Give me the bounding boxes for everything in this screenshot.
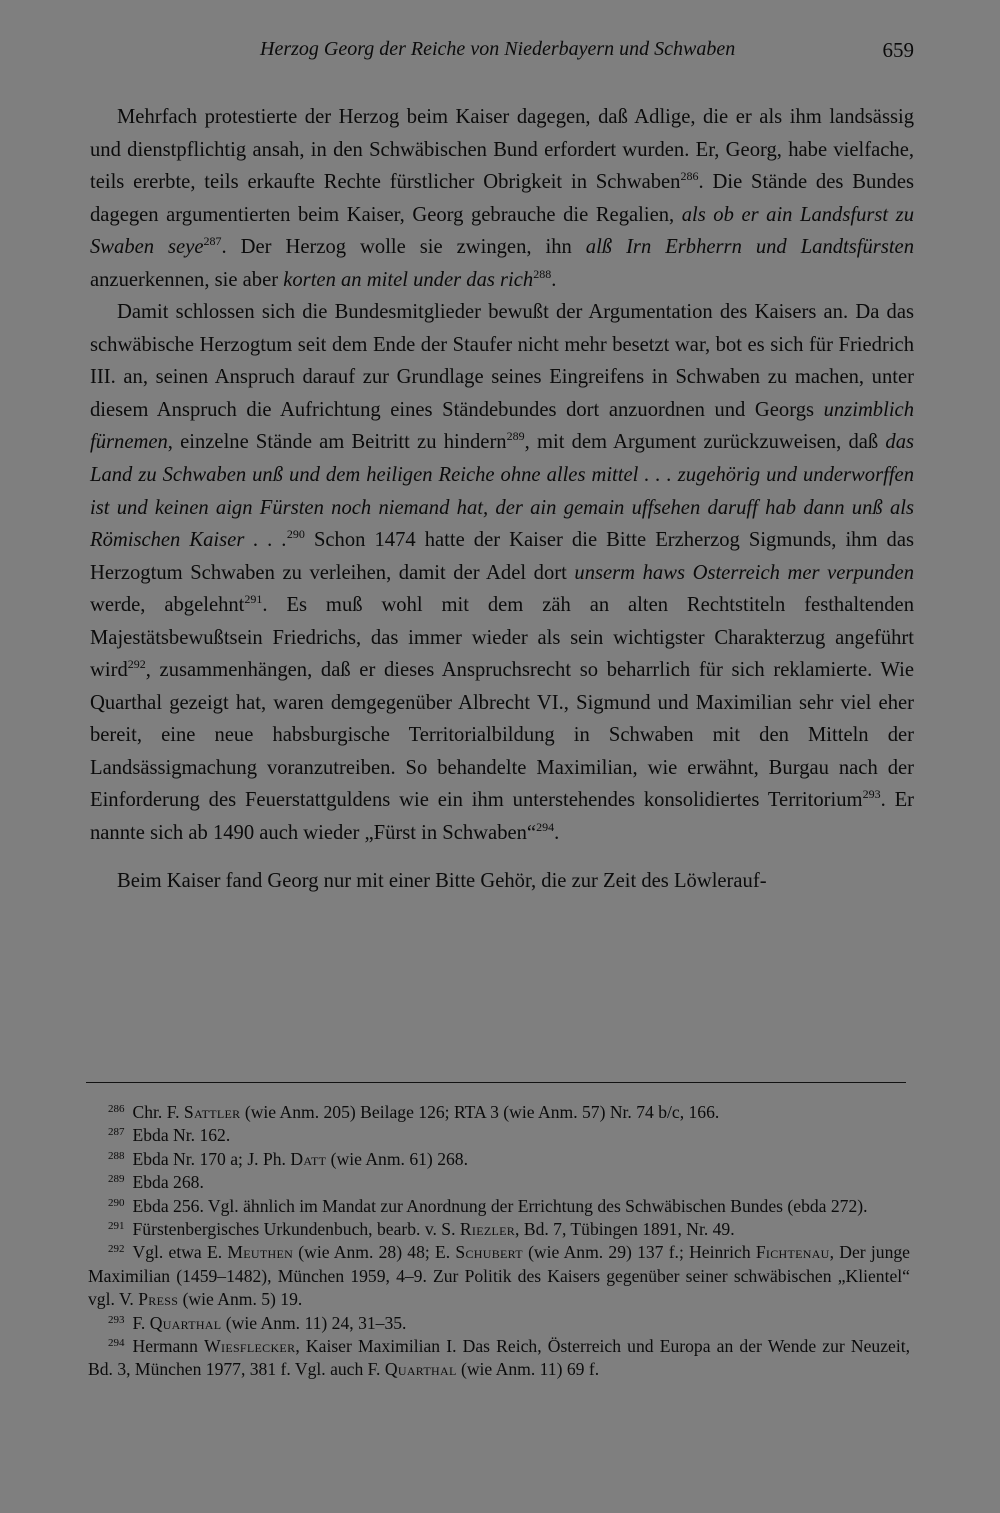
author-name: Wiesflecker (204, 1336, 296, 1357)
footnote-text: (wie Anm. 11) 24, 31–35. (221, 1312, 407, 1333)
text-run: . Der Herzog wolle sie zwingen, ihn (221, 236, 586, 259)
text-run: Damit schlossen sich die Bundesmitglieder bewußt der Argumentation des Kaisers an. Da das schwäbische Herzogtum seit dem Ende der Staufer nicht mehr besetzt war, bot es sich für Friedrich III. an, seinen Anspruch darauf zur Grundlage seines Eingreifens in Schwaben zu machen, unter diesem Anspruch die Aufrichtung eines Ständebundes dort anzuordnen und Georgs (90, 301, 914, 421)
text-run: , zusammenhängen, daß er dieses Anspruchsrecht so beharrlich für sich reklamierte. Wie Quarthal gezeigt hat, waren demgegenüber Albrecht VI., Sigmund und Maximilian sehr viel eher bereit, eine neue habsburgische Territorialbildung in Schwaben mit den Mitteln der Landsässigmachung voranzutreiben. So behandelte Maximilian, wie erwähnt, Burgau nach der Einforderung des Feuerstattguldens wie ein ihm unterstehendes konsolidiertes Territorium (90, 659, 914, 812)
footnote-ref-291: 291 (244, 592, 263, 607)
footnote-number: 289 (108, 1173, 125, 1186)
footnote-number: 290 (108, 1196, 125, 1209)
footnote-text: Ebda Nr. 170 a; J. Ph. (132, 1148, 291, 1169)
footnote-292 (88, 1241, 910, 1311)
paragraph-2 (90, 296, 914, 849)
footnote-text: Hermann (132, 1336, 205, 1357)
footnote-ref-286: 286 (680, 169, 699, 184)
quotation-italic: korten an mitel under das rich (283, 268, 534, 291)
running-title: Herzog Georg der Reiche von Niederbayern und Schwaben (260, 38, 736, 60)
footnote-text: , Kaiser Maximilian I. Das Reich, Österreich und Europa an der Wende zur Neuzeit, Bd. 3, München 1977, 381 f. Vgl. auch F. (88, 1336, 910, 1380)
footnote-294 (88, 1335, 910, 1382)
footnote-289 (88, 1171, 910, 1194)
author-name: Meuthen (227, 1242, 294, 1263)
footnote-ref-293: 293 (862, 787, 881, 802)
footnote-text: , Bd. 7, Tübingen 1891, Nr. 49. (515, 1219, 735, 1240)
text-run: , mit dem Argument zurückzuweisen, daß (524, 431, 886, 454)
footnote-text: Chr. F. (132, 1102, 184, 1122)
footnote-number: 293 (108, 1313, 125, 1326)
footnote-ref-290: 290 (286, 527, 305, 542)
footnote-286 (88, 1101, 910, 1124)
author-name: Datt (290, 1148, 327, 1169)
footnote-text: (wie Anm. 5) 19. (178, 1289, 303, 1310)
footnote-number: 286 (108, 1103, 125, 1115)
footnote-287 (88, 1124, 910, 1147)
text-run: . Es muß wohl mit dem zäh an alten Rechtstiteln festhaltenden Majestätsbewußtsein Friedrichs, das immer wieder als sein wichtigster Charakterzug angeführt wird (90, 594, 914, 682)
quotation-italic: alß Irn Erbherrn und Landtsfürsten (585, 236, 914, 259)
footnotes (88, 1101, 910, 1382)
footnote-text: Vgl. etwa E. (132, 1242, 228, 1263)
footnote-text: Ebda 256. Vgl. ähnlich im Mandat zur Anordnung der Errichtung des Schwäbischen Bundes (ebda 272). (132, 1195, 868, 1216)
page-number: 659 (882, 38, 914, 62)
author-name: Quarthal (384, 1359, 457, 1380)
footnote-text: (wie Anm. 11) 69 f. (456, 1359, 600, 1380)
footnote-separator (86, 1082, 906, 1083)
author-name: Quarthal (149, 1312, 222, 1333)
footnote-number: 291 (108, 1220, 125, 1233)
footnote-text: (wie Anm. 29) 137 f.; Heinrich (522, 1242, 756, 1263)
footnote-text: (wie Anm. 205) Beilage 126; RTA 3 (wie Anm. 57) Nr. 74 b/c, 166. (240, 1102, 720, 1122)
text-run: , einzelne Stände am Beitritt zu hindern (167, 431, 507, 454)
text-run: Beim Kaiser fand Georg nur mit einer Bitte Gehör, die zur Zeit des Löwlerauf- (117, 869, 767, 892)
text-run: anzuerkennen, sie aber (90, 268, 284, 291)
footnote-ref-287: 287 (203, 234, 222, 249)
footnote-text: (wie Anm. 61) 268. (326, 1148, 468, 1169)
author-name: Sattler (183, 1102, 241, 1122)
page-header (90, 38, 920, 68)
text-run: Schon 1474 hatte der Kaiser die Bitte Erzherzog Sigmunds, ihm das Herzogtum Schwaben zu verleihen, damit der Adel dort (90, 529, 914, 584)
text-run: . (554, 822, 560, 845)
footnote-text: Fürstenbergisches Urkundenbuch, bearb. v. S. (132, 1219, 460, 1240)
quotation-italic: unserm haws Osterreich mer verpunden (574, 561, 914, 584)
text-run: . (551, 268, 557, 291)
footnote-text: , Der junge Maximilian (1459–1482), München 1959, 4–9. Zur Politik des Kaisers gegenüber seiner schwäbischen „Klientel“ vgl. V. (88, 1242, 910, 1310)
quotation-italic: das Land zu Schwaben unß und dem heiligen Reiche ohne alles mittel . . . zugehörig und underworffen ist und keinen aign Fürsten noch niemand hat, der ain gemain uffsehen daruff hab dann unß als Römischen Kaiser . . . (90, 431, 914, 552)
footnote-number: 287 (108, 1126, 125, 1139)
author-name: Schubert (455, 1242, 523, 1263)
text-run: Mehrfach protestierte der Herzog beim Kaiser dagegen, daß Adlige, die er als ihm landsässig und dienstpflichtig ansah, in den Schwäbischen Bund erfordert wurden. Er, Georg, habe vielfache, teils ererbte, teils erkaufte Rechte fürstlicher Obrigkeit in Schwaben (90, 106, 914, 194)
footnote-text: F. (132, 1312, 150, 1333)
main-text (90, 101, 914, 897)
quotation-italic: als ob er ain Landsfurst zu Swaben seye (90, 203, 914, 259)
footnote-293 (88, 1312, 910, 1335)
footnote-number: 294 (108, 1337, 125, 1350)
footnote-number: 292 (108, 1243, 125, 1256)
author-name: Fichtenau (755, 1242, 830, 1263)
footnote-ref-288: 288 (533, 266, 552, 281)
text-run: werde, abgelehnt (90, 594, 245, 617)
footnote-text: Ebda Nr. 162. (132, 1125, 231, 1146)
footnote-ref-289: 289 (506, 429, 525, 444)
footnote-text: Ebda 268. (132, 1172, 204, 1193)
footnote-number: 288 (108, 1149, 125, 1162)
footnote-text: (wie Anm. 28) 48; E. (293, 1242, 456, 1263)
quotation-italic: unzimblich fürnemen (90, 398, 914, 454)
author-name: Press (138, 1289, 179, 1310)
text-run: . Er nannte sich ab 1490 auch wieder „Fürst in Schwaben“ (90, 789, 915, 845)
footnote-288 (88, 1148, 910, 1171)
footnote-291 (88, 1218, 910, 1241)
footnote-ref-292: 292 (127, 657, 146, 672)
paragraph-3 (90, 865, 914, 898)
author-name: Riezler (459, 1219, 516, 1240)
text-run: . Die Stände des Bundes dagegen argumentierten beim Kaiser, Georg gebrauche die Regalien, (90, 171, 914, 226)
footnote-290 (88, 1195, 910, 1218)
paragraph-1 (90, 101, 914, 296)
footnote-ref-294: 294 (536, 820, 555, 835)
